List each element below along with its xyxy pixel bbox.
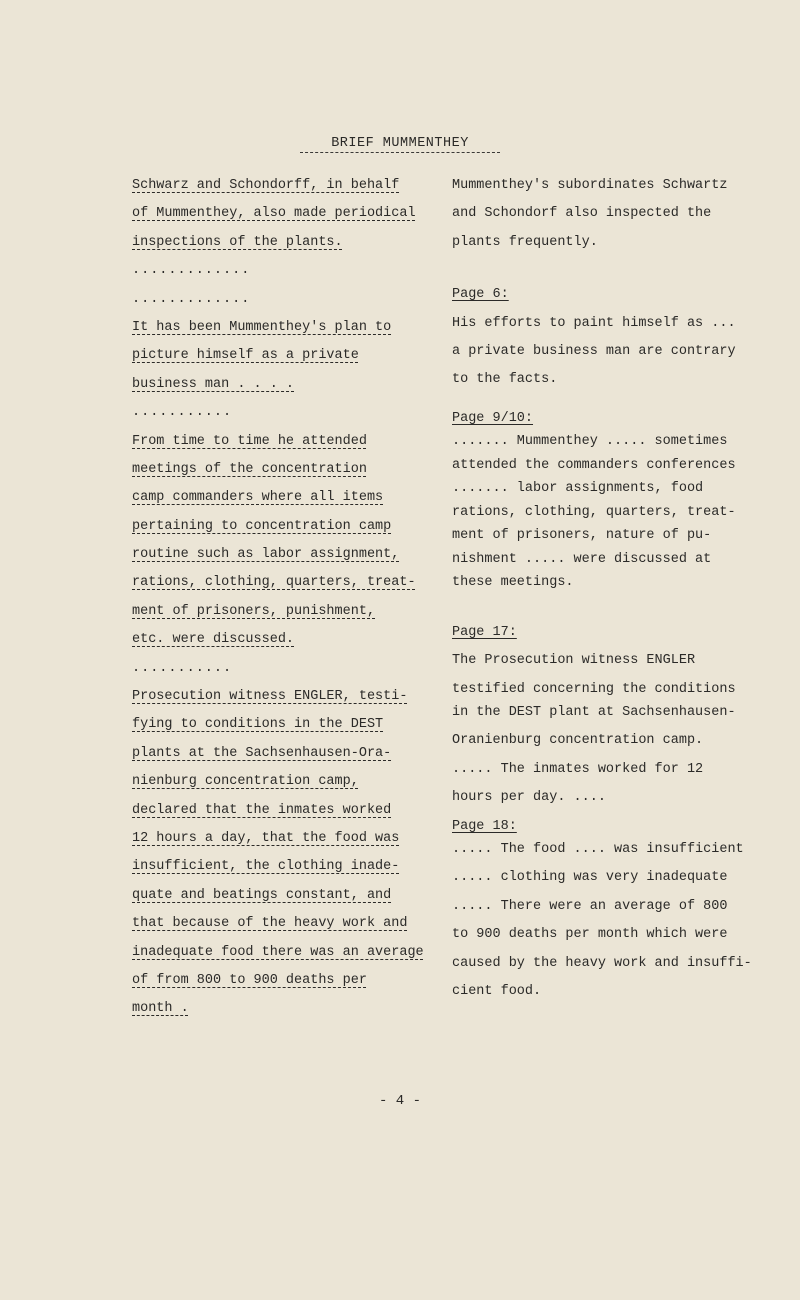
left-paragraph-3: [132, 434, 432, 661]
text-line: rations, clothing, quarters, treat-: [452, 504, 736, 520]
text-line: Oranienburg concentration camp.: [452, 733, 704, 749]
text-line: inadequate food there was an average: [132, 944, 424, 960]
text-line: ..... There were an average of 800: [452, 898, 728, 914]
document-title: BRIEF MUMMENTHEY: [300, 136, 500, 153]
text-line: ....... Mummenthey ..... sometimes: [452, 434, 728, 450]
text-line: His efforts to paint himself as ...: [452, 315, 736, 331]
text-line: pertaining to concentration camp: [132, 518, 392, 534]
text-line: nishment ..... were discussed at: [452, 551, 712, 567]
right-paragraph-1: [452, 178, 772, 263]
text-line: etc. were discussed.: [132, 632, 295, 648]
text-line: plants at the Sachsenhausen-Ora-: [132, 745, 392, 761]
text-line: From time to time he attended: [132, 433, 367, 449]
text-line: and Schondorf also inspected the: [452, 206, 712, 222]
text-line: of Mummenthey, also made periodical: [132, 206, 416, 222]
text-line: Prosecution witness ENGLER, testi-: [132, 689, 408, 705]
text-line: It has been Mummenthey's plan to: [132, 319, 392, 335]
text-line: a private business man are contrary: [452, 343, 736, 359]
text-line: ment of prisoners, nature of pu-: [452, 528, 712, 544]
text-line: in the DEST plant at Sachsenhausen-: [452, 705, 736, 721]
ellipsis-line: ...........: [132, 405, 233, 421]
ellipsis-line: ...........: [132, 660, 233, 676]
text-line: testified concerning the conditions: [452, 681, 736, 697]
text-line: to the facts.: [452, 372, 558, 388]
text-line: ..... The food .... was insufficient: [452, 842, 744, 858]
right-paragraph-4: [452, 653, 772, 818]
text-line: business man . . . .: [132, 376, 295, 392]
text-line: meetings of the concentration: [132, 461, 367, 477]
text-line: that because of the heavy work and: [132, 916, 408, 932]
page-label: Page 17:: [452, 624, 517, 640]
page-reference-17: [452, 625, 772, 653]
right-column: [452, 178, 772, 1012]
left-paragraph-4: [132, 689, 432, 1030]
text-line: routine such as labor assignment,: [132, 547, 400, 563]
text-line: ..... The inmates worked for 12: [452, 761, 704, 777]
text-line: plants frequently.: [452, 234, 598, 250]
text-line: ..... clothing was very inadequate: [452, 870, 728, 886]
text-line: picture himself as a private: [132, 348, 359, 364]
ellipsis-line: .............: [132, 263, 251, 279]
text-line: 12 hours a day, that the food was: [132, 830, 400, 846]
right-paragraph-3: [452, 434, 772, 599]
page-reference-9-10: [452, 411, 772, 435]
text-line: attended the commanders conferences: [452, 457, 736, 473]
text-line: hours per day. ....: [452, 790, 606, 806]
text-line: ment of prisoners, punishment,: [132, 603, 376, 619]
left-paragraph-1: [132, 178, 432, 263]
text-line: declared that the inmates worked: [132, 802, 392, 818]
text-line: cient food.: [452, 984, 542, 1000]
text-line: to 900 deaths per month which were: [452, 927, 728, 943]
right-paragraph-2: [452, 316, 772, 401]
right-paragraph-5: [452, 842, 772, 1012]
text-line: of from 800 to 900 deaths per: [132, 972, 367, 988]
left-paragraph-2: [132, 320, 432, 405]
page-number: - 4 -: [378, 1093, 421, 1109]
text-line: fying to conditions in the DEST: [132, 717, 384, 733]
text-line: insufficient, the clothing inade-: [132, 859, 400, 875]
text-line: caused by the heavy work and insuffi-: [452, 955, 752, 971]
text-line: rations, clothing, quarters, treat-: [132, 575, 416, 591]
text-line: quate and beatings constant, and: [132, 887, 392, 903]
text-line: ....... labor assignments, food: [452, 481, 704, 497]
left-column: [132, 178, 432, 1030]
text-line: Mummenthey's subordinates Schwartz: [452, 178, 728, 193]
page-reference-6: [452, 287, 772, 315]
text-line: The Prosecution witness ENGLER: [452, 653, 696, 669]
page-reference-18: [452, 819, 772, 843]
page-label: Page 18:: [452, 818, 517, 834]
text-line: Schwarz and Schondorff, in behalf: [132, 178, 400, 193]
text-line: month .: [132, 1001, 189, 1017]
page-label: Page 6:: [452, 287, 509, 303]
page-label: Page 9/10:: [452, 410, 534, 426]
text-line: camp commanders where all items: [132, 490, 384, 506]
ellipsis-line: .............: [132, 291, 251, 307]
text-line: nienburg concentration camp,: [132, 774, 359, 790]
text-line: inspections of the plants.: [132, 234, 343, 250]
text-line: these meetings.: [452, 575, 574, 591]
